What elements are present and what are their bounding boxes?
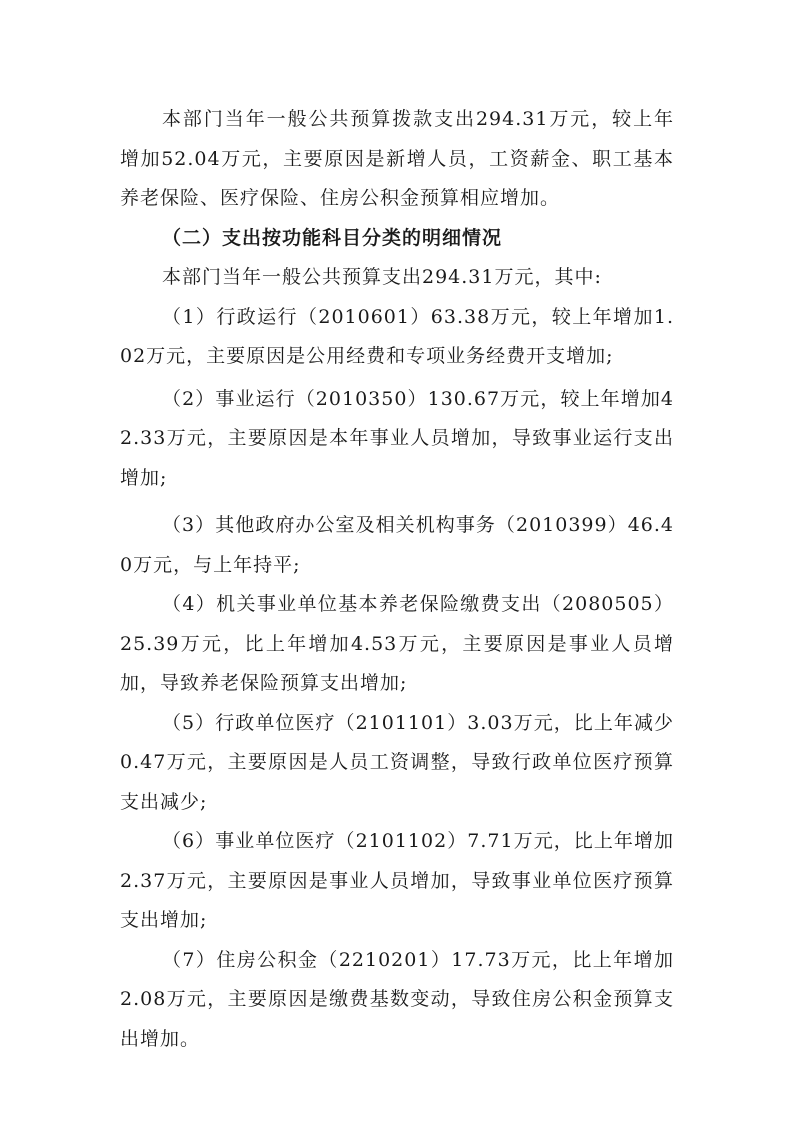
budget-summary-paragraph: 本部门当年一般公共预算拨款支出294.31万元，较上年增加52.04万元，主要原因是新增人员，工资薪金、职工基本养老保险、医疗保险、住房公积金预算相应增加。 [120, 108, 674, 209]
section-heading-functional-classification: （二）支出按功能科目分类的明细情况 [162, 226, 503, 249]
list-item-administrative-operation: （1）行政运行（2010601）63.38万元，较上年增加1.02万元，主要原因是公用经费和专项业务经费开支增加; [120, 305, 674, 367]
expenditure-intro-paragraph: 本部门当年一般公共预算支出294.31万元，其中: [162, 266, 602, 288]
document-body [120, 100, 674, 1059]
list-item-pension-insurance: （4）机关事业单位基本养老保险缴费支出（2080505）25.39万元，比上年增加4.53万元，主要原因是事业人员增加，导致养老保险预算支出增加; [120, 593, 674, 694]
list-item-housing-fund: （7）住房公积金（2210201）17.73万元，比上年增加2.08万元，主要原因是缴费基数变动，导致住房公积金预算支出增加。 [120, 948, 674, 1050]
list-item-institution-medical: （6）事业单位医疗（2101102）7.71万元，比上年增加2.37万元，主要原因是事业人员增加，导致事业单位医疗预算支出增加; [120, 830, 674, 931]
list-item-other-government-office: （3）其他政府办公室及相关机构事务（2010399）46.40万元，与上年持平; [120, 514, 674, 576]
list-item-institution-operation: （2）事业运行（2010350）130.67万元，较上年增加42.33万元，主要原因是本年事业人员增加，导致事业运行支出增加; [120, 387, 674, 489]
list-item-administrative-medical: （5）行政单位医疗（2101101）3.03万元，比上年减少0.47万元，主要原因是人员工资调整，导致行政单位医疗预算支出减少; [120, 711, 674, 813]
